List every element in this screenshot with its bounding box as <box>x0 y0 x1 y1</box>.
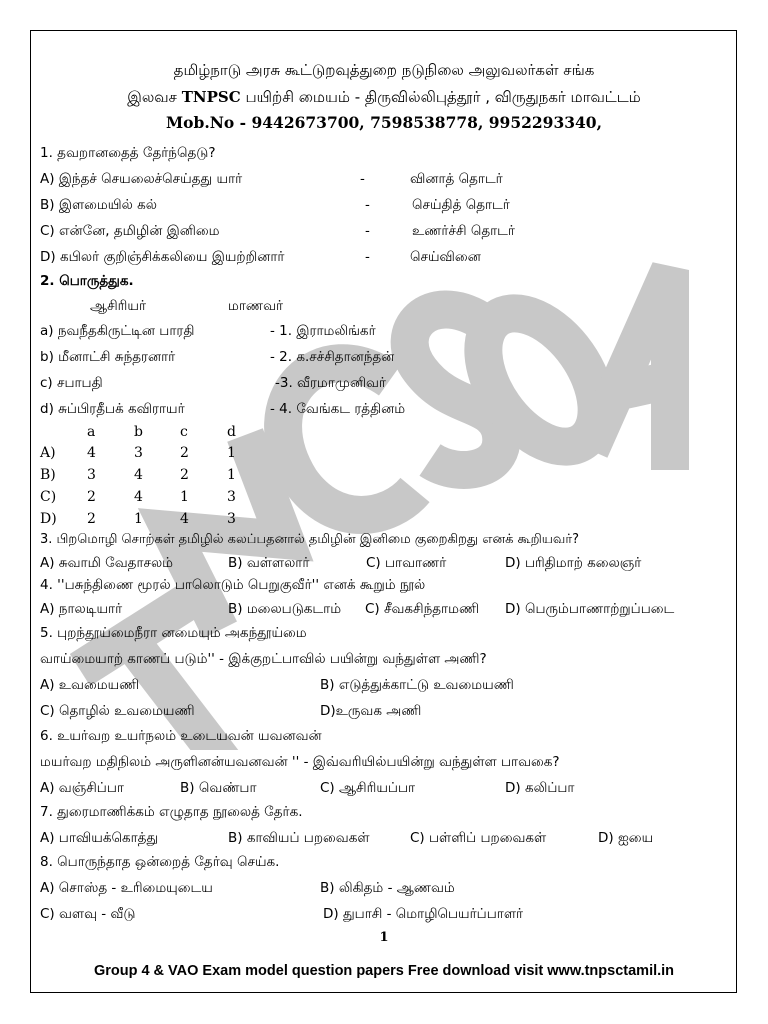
q6-title: 6. உயர்வற உயர்நலம் உடையவன் யவனவன் <box>40 728 322 744</box>
q7-option-a: A) பாவியக்கொத்து <box>40 830 159 846</box>
grid-cell: 1 <box>227 445 236 461</box>
q1-row-a-right: வினாத் தொடர் <box>410 171 503 187</box>
grid-cell: 1 <box>134 511 143 527</box>
q8-title: 8. பொருந்தாத ஒன்றைத் தேர்வு செய்க. <box>40 854 280 870</box>
q6-option-c: C) ஆசிரியப்பா <box>320 780 416 796</box>
header-line-2 <box>0 88 768 106</box>
q4-title: 4. ''பசுந்திணை மூரல் பாலொடும் பெறுகுவீர்'' எனக் கூறும் நூல் <box>40 577 426 593</box>
q2-title: 2. பொருத்துக. <box>40 273 134 289</box>
grid-cell: 2 <box>87 511 96 527</box>
q2-row-d-left: d) சுப்பிரதீபக் கவிராயர் <box>40 401 185 417</box>
q1-row-d-right: செய்வினை <box>410 249 481 265</box>
q5-option-a: A) உவமையணி <box>40 677 140 693</box>
q4-option-c: C) சீவகசிந்தாமணி <box>365 601 480 617</box>
q2-row-a-right: - 1. இராமலிங்கர் <box>270 323 376 339</box>
q1-row-c-dash: - <box>365 223 370 239</box>
q6-line-2: மயர்வற மதிநிலம் அருளினன்யவனவன் '' - இவ்வரியில்பயின்று வந்துள்ள பாவகை? <box>40 754 560 770</box>
grid-cell: 3 <box>227 511 236 527</box>
grid-cell: 1 <box>180 489 189 505</box>
grid-cell: 3 <box>87 467 96 483</box>
q2-col-author: ஆசிரியர் <box>90 298 146 314</box>
grid-opt-c: C) <box>40 489 57 505</box>
grid-head-a: a <box>87 424 96 440</box>
q1-row-a-dash: - <box>360 171 365 187</box>
q7-title: 7. துரைமாணிக்கம் எழுதாத நூலைத் தேர்க. <box>40 804 303 820</box>
q1-title: 1. தவறானதைத் தேர்ந்தெடு? <box>40 145 216 161</box>
q3-option-b: B) வள்ளலார் <box>228 555 310 571</box>
grid-cell: 4 <box>134 467 143 483</box>
q8-option-c: C) வளவு - வீடு <box>40 906 136 922</box>
grid-opt-a: A) <box>40 445 56 461</box>
q8-option-d: D) துபாசி - மொழிபெயர்ப்பாளர் <box>323 906 524 922</box>
q2-row-c-left: c) சபாபதி <box>40 375 103 391</box>
q1-row-c-right: உணர்ச்சி தொடர் <box>412 223 515 239</box>
q3-title: 3. பிறமொழி சொற்கள் தமிழில் கலப்பதனால் தமிழின் இனிமை குறைகிறது எனக் கூறியவர்? <box>40 532 580 547</box>
q2-col-student: மாணவர் <box>228 298 284 314</box>
header-line-2-suffix: பயிற்சி மையம் - திருவில்லிபுத்தூர் , விருதுநகர் மாவட்டம் <box>240 88 641 106</box>
q6-option-d: D) கலிப்பா <box>505 780 575 796</box>
grid-cell: 2 <box>87 489 96 505</box>
q2-row-b-right: - 2. க.சச்சிதானந்தன் <box>270 349 395 365</box>
mob-label: Mob.No <box>165 113 235 132</box>
q6-option-a: A) வஞ்சிப்பா <box>40 780 124 796</box>
header-mobile <box>0 114 768 132</box>
q1-row-b-right: செய்தித் தொடர் <box>412 197 510 213</box>
q2-row-a-left: a) நவநீதகிருட்டின பாரதி <box>40 323 195 339</box>
mob-numbers: - 9442673700, 7598538778, 9952293340, <box>234 113 602 132</box>
grid-cell: 4 <box>134 489 143 505</box>
grid-cell: 2 <box>180 467 189 483</box>
q5-title: 5. புறந்தூய்மைநீரா னமையும் அகந்தூய்மை <box>40 625 307 641</box>
q8-option-a: A) சொஸ்த - உரிமையுடைய <box>40 880 213 896</box>
grid-cell: 4 <box>87 445 96 461</box>
grid-head-d: d <box>227 424 236 440</box>
grid-cell: 3 <box>134 445 143 461</box>
q1-row-d-left: D) கபிலர் குறிஞ்சிக்கலியை இயற்றினார் <box>40 249 285 265</box>
q1-row-a-left: A) இந்தச் செயலைச்செய்தது யார் <box>40 171 243 187</box>
q7-option-d: D) ஐயை <box>598 830 654 846</box>
header-line-2-prefix: இலவச <box>127 88 182 106</box>
grid-opt-d: D) <box>40 511 57 527</box>
q1-row-b-dash: - <box>365 197 370 213</box>
q3-option-a: A) சுவாமி வேதாசலம் <box>40 555 174 571</box>
q7-option-c: C) பள்ளிப் பறவைகள் <box>410 830 547 846</box>
q8-option-b: B) லிகிதம் - ஆணவம் <box>320 880 455 896</box>
grid-cell: 2 <box>180 445 189 461</box>
grid-cell: 4 <box>180 511 189 527</box>
grid-cell: 1 <box>227 467 236 483</box>
q5-option-b: B) எடுத்துக்காட்டு உவமையணி <box>320 677 514 693</box>
q1-row-b-left: B) இளமையில் கல் <box>40 197 157 213</box>
grid-cell: 3 <box>227 489 236 505</box>
q4-option-d: D) பெரும்பாணாற்றுப்படை <box>505 601 675 617</box>
q2-row-b-left: b) மீனாட்சி சுந்தரனார் <box>40 349 176 365</box>
q2-row-c-right: -3. வீரமாமுனிவர் <box>275 375 386 391</box>
q5-option-c: C) தொழில் உவமையணி <box>40 703 195 719</box>
page-number: 1 <box>379 930 389 945</box>
header-line-1: தமிழ்நாடு அரசு கூட்டுறவுத்துறை நடுநிலை அலுவலர்கள் சங்க <box>173 61 595 79</box>
q3-option-c: C) பாவாணர் <box>366 555 447 571</box>
q4-option-a: A) நாலடியார் <box>40 601 123 617</box>
q1-row-d-dash: - <box>365 249 370 265</box>
q5-line-2: வாய்மையாற் காணப் படும்'' - இக்குறட்பாவில் பயின்று வந்துள்ள அணி? <box>40 651 487 667</box>
q7-option-b: B) காவியப் பறவைகள் <box>228 830 370 846</box>
grid-head-c: c <box>180 424 188 440</box>
header-tnpsc: TNPSC <box>181 88 241 106</box>
grid-head-b: b <box>134 424 143 440</box>
footer-text: Group 4 & VAO Exam model question papers Free download visit www.tnpsctamil.in <box>93 963 675 979</box>
q1-row-c-left: C) என்னே, தமிழின் இனிமை <box>40 223 220 239</box>
q5-option-d: D)உருவக அணி <box>320 703 422 719</box>
q4-option-b: B) மலைபடுகடாம் <box>228 601 342 617</box>
q2-row-d-right: - 4. வேங்கட ரத்தினம் <box>270 401 406 417</box>
q6-option-b: B) வெண்பா <box>180 780 257 796</box>
q3-option-d: D) பரிதிமாற் கலைஞர் <box>505 555 642 571</box>
grid-opt-b: B) <box>40 467 56 483</box>
